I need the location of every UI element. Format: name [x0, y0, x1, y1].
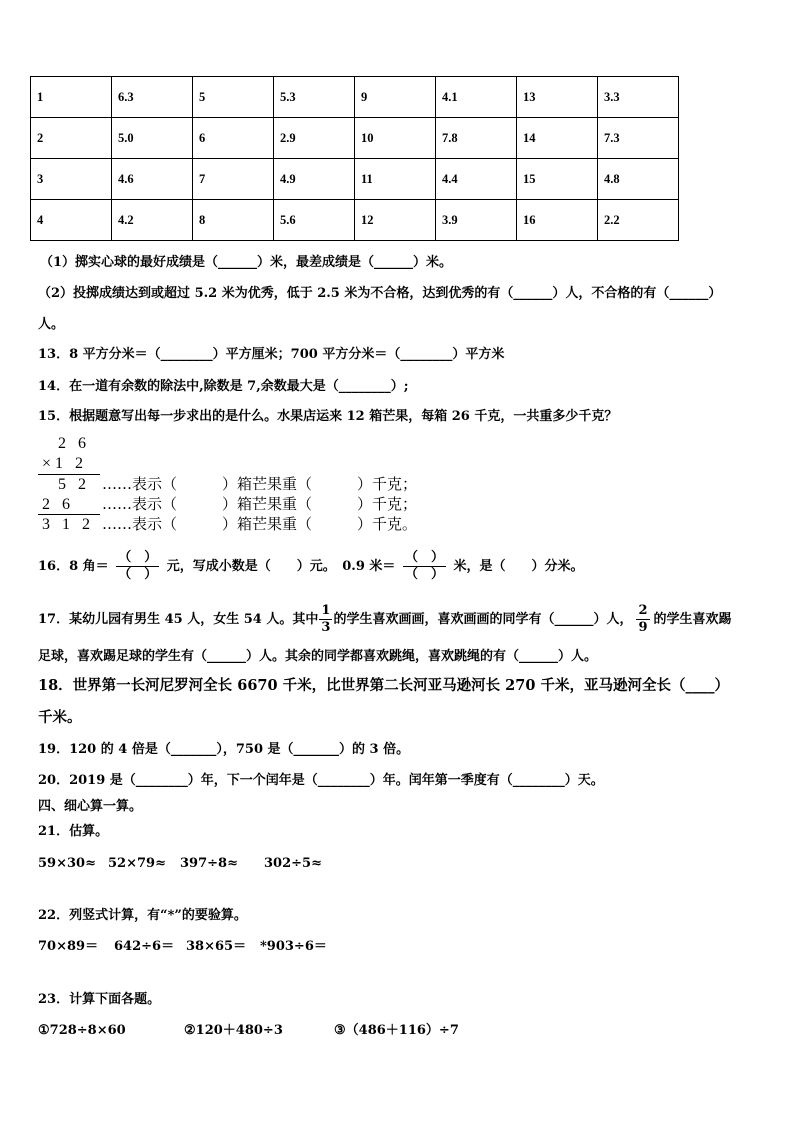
q17-fraction-2	[636, 603, 649, 636]
question-17	[38, 600, 732, 640]
score-cell: 4.9	[274, 159, 355, 200]
q16-text-c: 米，是（ ）分米。	[453, 559, 584, 574]
q17-f1-den: 3	[321, 620, 331, 635]
q21-items	[38, 856, 322, 872]
q22-item: 642÷6＝	[114, 939, 175, 954]
vm-row2: ×1 2	[42, 455, 88, 472]
question-16	[38, 544, 584, 590]
q16-f2-num: （ ）	[404, 550, 444, 565]
q17-f2-den: 9	[638, 620, 648, 635]
q16-f1-den: （ ）	[118, 567, 158, 582]
q21-item: 52×79≈	[108, 856, 166, 871]
q17-f2-num: 2	[638, 603, 648, 618]
q22-item: 38×65＝	[186, 939, 247, 954]
table-row	[31, 200, 679, 241]
student-number-cell: 4	[31, 200, 112, 241]
q17-text-b: 的学生喜欢画画，喜欢画画的同学有（______）人，	[333, 612, 633, 627]
q23-item: ③（486＋116）÷7	[334, 1023, 459, 1038]
question-22: 22．列竖式计算，有“*”的要验算。	[38, 908, 247, 923]
q17-text-a: 17．某幼儿园有男生 45 人，女生 54 人。其中	[38, 612, 319, 627]
score-cell: 2.2	[598, 200, 679, 241]
student-number-cell: 9	[355, 77, 436, 118]
q12-part1: （1）掷实心球的最好成绩是（______）米，最差成绩是（______）米。	[40, 255, 453, 270]
student-number-cell: 13	[517, 77, 598, 118]
student-number-cell: 1	[31, 77, 112, 118]
score-cell: 2.9	[274, 118, 355, 159]
score-cell: 4.8	[598, 159, 679, 200]
score-cell: 3.9	[436, 200, 517, 241]
table-row	[31, 118, 679, 159]
student-number-cell: 15	[517, 159, 598, 200]
question-19: 19．120 的 4 倍是（_______），750 是（_______）的 3 倍。	[38, 742, 410, 757]
vm-row4: 2 6	[42, 496, 74, 513]
score-cell: 5.3	[274, 77, 355, 118]
q22-item: 70×89＝	[38, 939, 99, 954]
score-cell: 4.6	[112, 159, 193, 200]
q16-text-a: 16．8 角＝	[38, 559, 109, 574]
score-cell: 6.3	[112, 77, 193, 118]
vm-row1: 2 6	[58, 435, 90, 452]
question-21: 21．估算。	[38, 824, 109, 839]
q21-item: 397÷8≈	[180, 856, 238, 871]
q16-f1-num: （ ）	[118, 550, 158, 565]
vm-note2: ……表示（ ）箱芒果重（ ）千克；	[102, 495, 418, 513]
score-table	[30, 76, 679, 241]
student-number-cell: 14	[517, 118, 598, 159]
vm-note3: ……表示（ ）箱芒果重（ ）千克。	[102, 515, 418, 533]
question-15: 15．根据题意写出每一步求出的是什么。水果店运来 12 箱芒果，每箱 26 千克，一共重多少千克？	[38, 409, 618, 424]
q18-cont: 千米。	[38, 709, 82, 726]
score-cell: 4.2	[112, 200, 193, 241]
q12-part2-cont: 人。	[38, 317, 65, 332]
score-cell: 5.0	[112, 118, 193, 159]
q16-fraction-2	[403, 550, 446, 583]
vm-row3: 5 2	[58, 476, 90, 493]
vm-row5: 3 1 2	[42, 516, 94, 533]
section-4-heading: 四、细心算一算。	[38, 799, 143, 814]
student-number-cell: 8	[193, 200, 274, 241]
table-row	[31, 77, 679, 118]
question-14: 14．在一道有余数的除法中,除数是 7,余数最大是（________）;	[38, 379, 409, 394]
q16-f2-den: （ ）	[404, 567, 444, 582]
score-cell: 7.3	[598, 118, 679, 159]
student-number-cell: 12	[355, 200, 436, 241]
score-cell: 7.8	[436, 118, 517, 159]
score-cell: 3.3	[598, 77, 679, 118]
student-number-cell: 2	[31, 118, 112, 159]
student-number-cell: 10	[355, 118, 436, 159]
q17-f1-num: 1	[321, 603, 331, 618]
q22-items	[38, 939, 327, 955]
q22-item: *903÷6＝	[260, 939, 327, 954]
vm-note1: ……表示（ ）箱芒果重（ ）千克；	[102, 475, 418, 493]
q17-fraction-1	[319, 603, 332, 636]
q17-cont: 足球，喜欢踢足球的学生有（______）人。其余的同学都喜欢跳绳，喜欢跳绳的有（______）人。	[38, 649, 598, 664]
q12-part2: （2）投掷成绩达到或超过 5.2 米为优秀，低于 2.5 米为不合格，达到优秀的有（______）人，不合格的有（______）	[38, 286, 722, 301]
q16-text-b: 元，写成小数是（ ）元。 0.9 米＝	[166, 559, 396, 574]
student-number-cell: 7	[193, 159, 274, 200]
student-number-cell: 6	[193, 118, 274, 159]
q23-item: ①728÷8×60	[38, 1023, 126, 1038]
student-number-cell: 11	[355, 159, 436, 200]
score-cell: 4.4	[436, 159, 517, 200]
student-number-cell: 3	[31, 159, 112, 200]
student-number-cell: 5	[193, 77, 274, 118]
table-row	[31, 159, 679, 200]
question-13: 13．8 平方分米＝（________）平方厘米；700 平方分米＝（________）平方米	[38, 347, 505, 362]
score-cell: 5.6	[274, 200, 355, 241]
student-number-cell: 16	[517, 200, 598, 241]
q21-item: 59×30≈	[38, 856, 96, 871]
vertical-multiplication	[38, 434, 417, 534]
q23-item: ②120＋480÷3	[184, 1023, 283, 1038]
score-cell: 4.1	[436, 77, 517, 118]
question-18: 18．世界第一长河尼罗河全长 6670 千米，比世界第二长河亚马逊河长 270 千米，亚马逊河全长（____）	[38, 677, 729, 694]
q17-text-c: 的学生喜欢踢	[653, 612, 732, 627]
question-20: 20．2019 是（________）年，下一个闰年是（________）年。闰年第一季度有（________）天。	[38, 773, 604, 788]
q16-fraction-1	[116, 550, 159, 583]
q23-items	[38, 1023, 459, 1039]
q21-item: 302÷5≈	[264, 856, 322, 871]
question-23: 23．计算下面各题。	[38, 992, 161, 1007]
